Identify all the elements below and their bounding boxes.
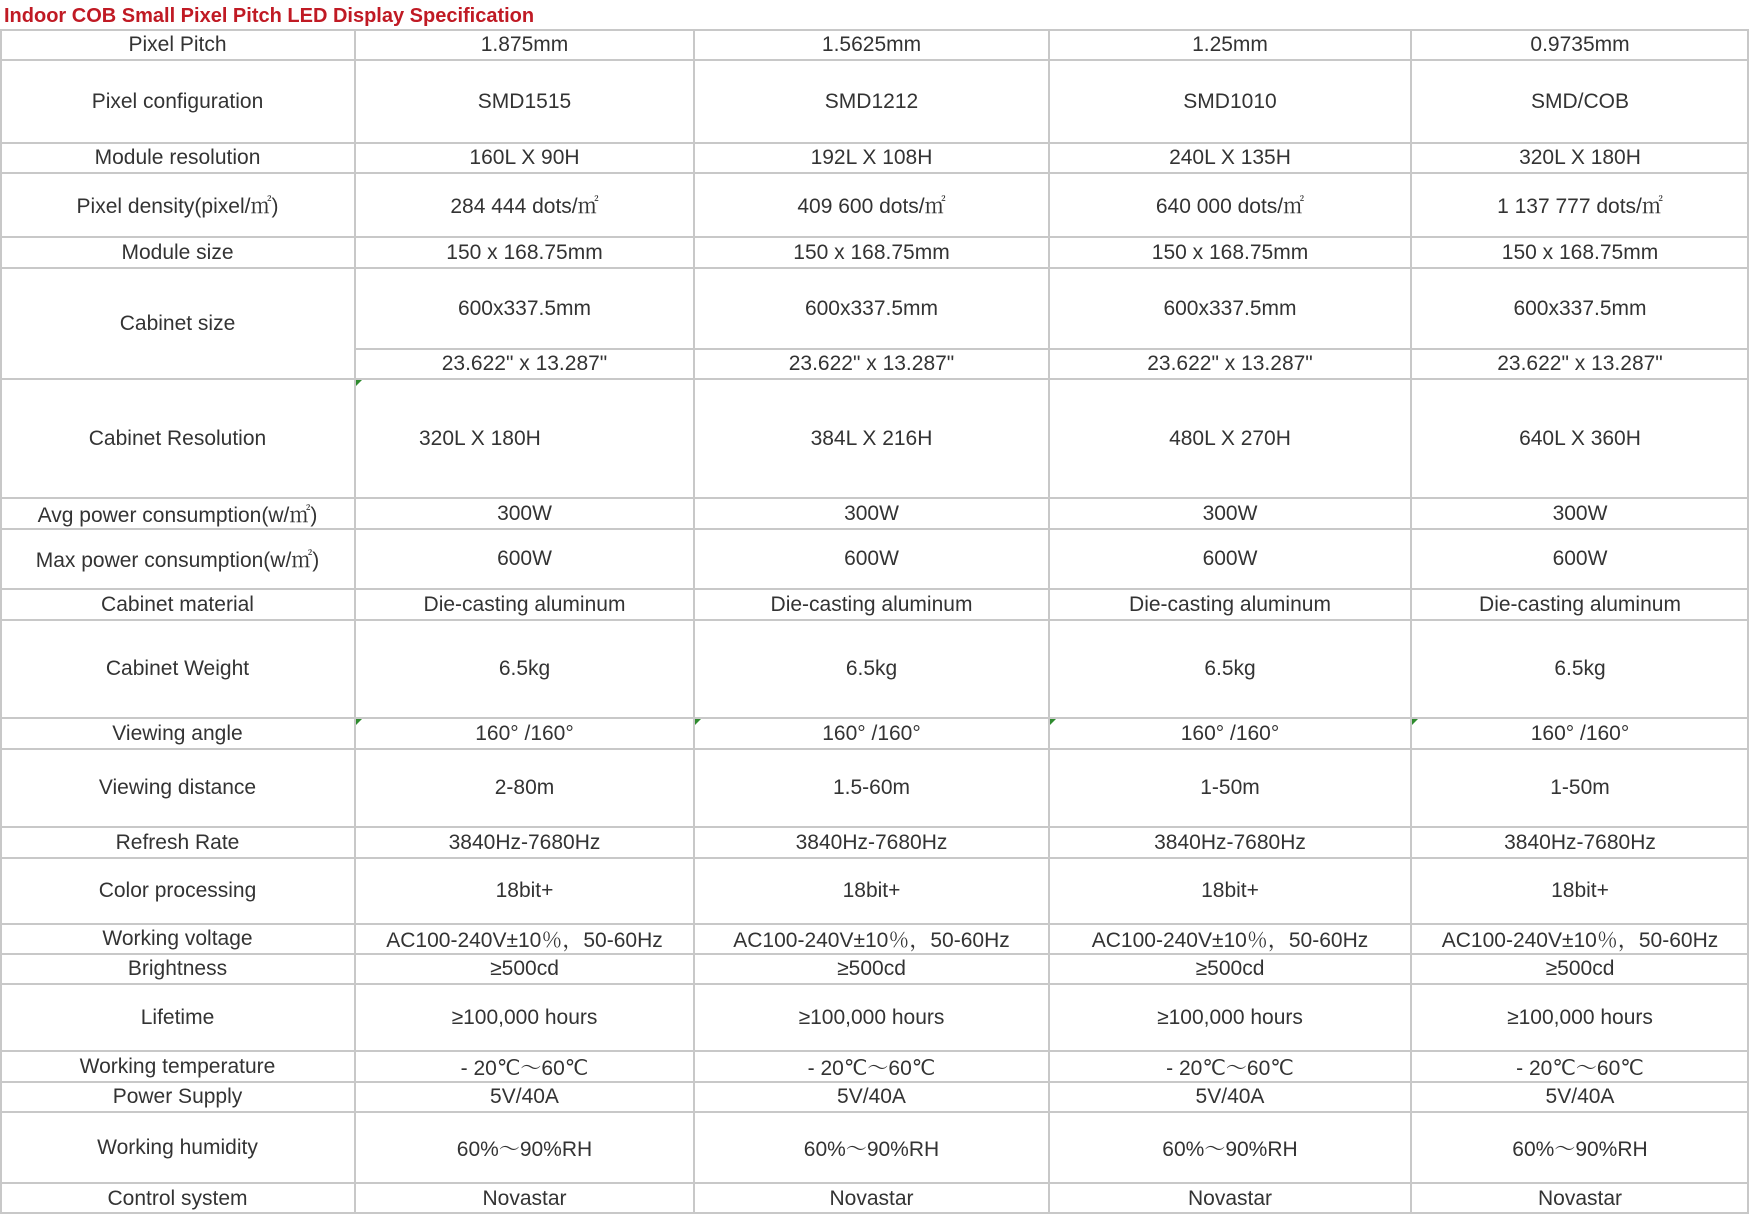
value-cell: - 20℃～60℃ [460,1056,589,1080]
value-cell: 160° /160° [475,721,574,745]
page-title: Indoor COB Small Pixel Pitch LED Display Specification [4,5,535,27]
value-cell: 18bit+ [1551,879,1609,902]
corner-mark [356,719,362,725]
value-cell: 1.25mm [1192,33,1268,56]
value-cell: 6.5kg [1554,657,1606,680]
value-cell: 600x337.5mm [1513,296,1647,320]
row-label: Viewing distance [98,776,257,799]
row-label: Working temperature [79,1054,276,1078]
grid-line-horizontal [0,142,1749,144]
row-label: Cabinet Weight [105,657,250,680]
grid-line-horizontal [0,748,1749,750]
value-cell: AC100-240V±10％，50-60Hz [386,929,663,952]
value-cell: 18bit+ [842,879,901,902]
value-cell: 3840Hz-7680Hz [448,830,601,854]
value-cell: 1-50m [1200,776,1260,799]
value-cell: ≥500cd [490,957,559,980]
row-label: Lifetime [140,1005,215,1029]
value-cell: Die-casting aluminum [423,592,626,616]
value-cell: 640 000 dots/㎡ [1155,195,1305,218]
value-subcell: 23.622" x 13.287" [788,352,955,375]
value-cell: SMD1010 [1183,89,1277,113]
value-cell: 60%～90%RH [456,1137,593,1161]
grid-line-horizontal [0,59,1749,61]
value-cell: AC100-240V±10％，50-60Hz [1091,929,1369,952]
value-cell: 284 444 dots/㎡ [450,195,599,218]
value-cell: 150 x 168.75mm [1151,240,1309,264]
value-cell: 160° /160° [1530,721,1630,745]
row-label: Power Supply [112,1085,243,1108]
value-cell: Novastar [482,1186,567,1210]
value-cell: 409 600 dots/㎡ [797,195,946,218]
grid-line-horizontal [0,1081,1749,1083]
row-label: Avg power consumption(w/㎡) [37,503,318,527]
row-label: Module resolution [94,146,261,169]
value-cell: 600x337.5mm [457,296,592,320]
value-cell: 300W [1552,501,1608,525]
grid-line-horizontal [0,717,1749,719]
value-cell: 600W [1552,547,1608,570]
row-label: Max power consumption(w/㎡) [35,549,320,572]
value-cell: AC100-240V±10％，50-60Hz [1441,929,1719,952]
grid-line-horizontal [0,172,1749,174]
corner-mark [1412,719,1418,725]
value-cell: 3840Hz-7680Hz [1154,830,1306,854]
value-cell: ≥100,000 hours [1507,1005,1653,1029]
value-cell: 384L X 216H [810,426,933,450]
value-cell: SMD/COB [1530,89,1629,113]
value-cell: ≥100,000 hours [798,1005,945,1029]
row-label: Refresh Rate [115,830,240,854]
grid-line-vertical [1410,30,1412,1214]
value-cell: 1.5625mm [821,33,922,56]
value-cell: 160L X 90H [469,146,580,169]
value-cell: 1 137 777 dots/㎡ [1497,195,1663,218]
value-subcell: 23.622" x 13.287" [1497,352,1663,375]
value-cell: 600x337.5mm [1163,296,1297,320]
value-cell: 18bit+ [495,879,554,902]
value-cell: 60%～90%RH [1162,1137,1298,1161]
grid-line-vertical [1048,30,1050,1214]
grid-line-horizontal [0,953,1749,955]
grid-line-horizontal [0,1050,1749,1052]
value-cell: AC100-240V±10％，50-60Hz [733,929,1010,952]
value-cell: 600W [844,547,899,570]
value-cell: 600W [1202,547,1258,570]
grid-line-horizontal [0,983,1749,985]
value-cell: 3840Hz-7680Hz [1504,830,1656,854]
grid-line-horizontal [0,528,1749,530]
grid-line-vertical [354,30,356,1214]
value-cell: Die-casting aluminum [1129,592,1331,616]
row-label: Module size [121,240,234,264]
grid-line-horizontal [0,497,1749,499]
value-cell: Die-casting aluminum [770,592,973,616]
grid-line-horizontal [0,857,1749,859]
grid-line-vertical [693,30,695,1214]
value-cell: ≥500cd [1195,957,1265,980]
row-label: Viewing angle [112,721,243,745]
value-cell: 192L X 108H [810,146,933,169]
corner-mark [356,380,362,386]
grid-line-horizontal [0,588,1749,590]
corner-mark [695,719,701,725]
value-cell: 480L X 270H [1169,426,1291,450]
value-cell: 150 x 168.75mm [1501,240,1659,264]
value-cell: 150 x 168.75mm [793,240,950,264]
value-cell: 5V/40A [1545,1085,1615,1108]
value-cell: Die-casting aluminum [1479,592,1681,616]
value-cell: 1-50m [1550,776,1610,799]
value-cell: 1.875mm [480,33,569,56]
row-label: Working voltage [102,927,253,950]
grid-line-horizontal [0,378,1749,380]
grid-line-horizontal [0,236,1749,238]
value-cell: 150 x 168.75mm [446,240,603,264]
value-subcell: 23.622" x 13.287" [1147,352,1313,375]
value-cell: 300W [497,501,552,525]
value-cell: 60%～90%RH [803,1137,940,1161]
row-label: Cabinet material [101,592,254,616]
value-cell: 5V/40A [1195,1085,1265,1108]
value-cell: 300W [844,501,899,525]
row-label: Pixel density(pixel/㎡) [76,195,279,218]
value-cell: SMD1515 [477,89,572,113]
row-label: Working humidity [97,1135,258,1159]
value-cell: 320L X 180H [419,426,541,450]
value-cell: 60%～90%RH [1512,1137,1648,1161]
value-cell: 18bit+ [1201,879,1259,902]
value-cell: ≥500cd [1545,957,1615,980]
value-cell: 320L X 180H [1519,146,1641,169]
value-cell: 600x337.5mm [804,296,939,320]
grid-line-horizontal [0,1182,1749,1184]
value-cell: 160° /160° [822,721,921,745]
value-cell: 0.9735mm [1530,33,1630,56]
grid-line-horizontal [0,923,1749,925]
value-cell: 640L X 360H [1519,426,1641,450]
value-cell: SMD1212 [824,89,919,113]
row-label: Pixel Pitch [128,33,227,56]
grid-line-horizontal [0,619,1749,621]
value-cell: - 20℃～60℃ [1516,1056,1644,1080]
value-cell: 160° /160° [1180,721,1280,745]
grid-line-horizontal [0,29,1749,31]
row-label: Color processing [98,879,257,902]
grid-line-vertical [0,30,2,1214]
value-cell: - 20℃～60℃ [1166,1056,1294,1080]
grid-line-horizontal [0,1111,1749,1113]
value-cell: 5V/40A [837,1085,906,1108]
value-cell: Novastar [829,1186,914,1210]
row-label: Control system [107,1186,248,1210]
value-cell: 1.5-60m [832,776,911,799]
value-cell: 2-80m [494,776,555,799]
grid-line-horizontal [0,267,1749,269]
row-label: Cabinet Resolution [88,426,267,450]
value-cell: ≥500cd [837,957,906,980]
value-cell: 600W [497,547,552,570]
value-cell: Novastar [1537,1186,1623,1210]
value-cell: 6.5kg [1204,657,1256,680]
value-cell: ≥100,000 hours [1157,1005,1303,1029]
value-cell: 300W [1202,501,1258,525]
row-label: Cabinet size [119,311,236,335]
value-subcell: 23.622" x 13.287" [441,352,608,375]
value-cell: 240L X 135H [1169,146,1291,169]
value-cell: 5V/40A [490,1085,559,1108]
value-cell: 6.5kg [498,657,551,680]
value-cell: - 20℃～60℃ [807,1056,936,1080]
row-label: Brightness [127,957,228,980]
value-cell: Novastar [1187,1186,1273,1210]
corner-mark [1050,719,1056,725]
value-cell: 6.5kg [845,657,898,680]
grid-line-horizontal [0,826,1749,828]
grid-line-horizontal [355,348,1749,350]
value-cell: ≥100,000 hours [451,1005,598,1029]
row-label: Pixel configuration [91,89,264,113]
value-cell: 3840Hz-7680Hz [795,830,948,854]
